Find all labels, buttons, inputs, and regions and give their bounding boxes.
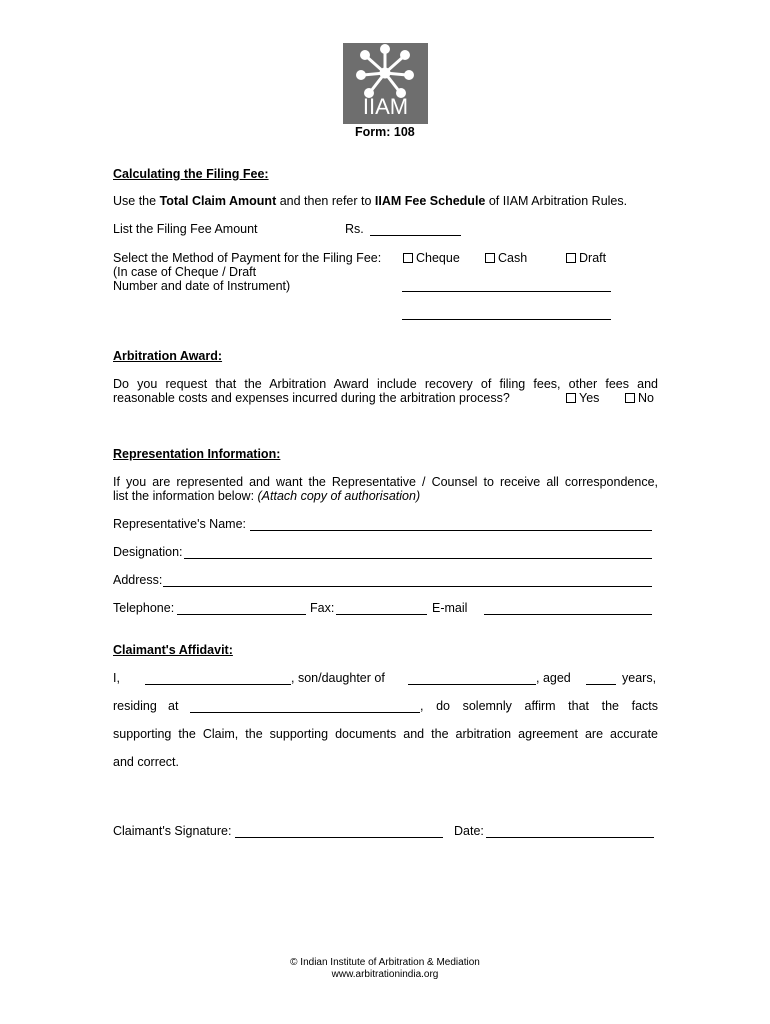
footer-copyright: © Indian Institute of Arbitration & Mediation [290,957,480,968]
signature-field[interactable] [235,837,443,838]
address-field[interactable] [163,586,652,587]
filing-fee-instruction [113,194,627,208]
no-label: No [638,391,654,405]
rep-name-label: Representative's Name: [113,517,247,531]
intro-text: list the information below: [113,489,258,503]
instruction-bold-schedule: IIAM Fee Schedule [374,194,486,208]
affidavit-heading: Claimant's Affidavit: [113,643,233,657]
fax-field[interactable] [336,614,427,615]
form-number: Form: 108 [355,125,415,139]
award-question-line2: reasonable costs and expenses incurred during the arbitration process? [113,391,510,405]
cheque-checkbox[interactable] [403,253,413,263]
date-label: Date: [454,824,484,838]
age-field[interactable] [586,684,616,685]
affidavit-i-label: I, [113,671,120,685]
cheque-option[interactable] [403,251,460,265]
cheque-label: Cheque [416,251,460,265]
award-question-line1: Do you request that the Arbitration Award include recovery of filing fees, other fees and [113,377,658,391]
email-field[interactable] [484,614,652,615]
filing-fee-heading: Calculating the Filing Fee: [113,167,269,181]
award-yes-option[interactable] [566,391,599,405]
parent-name-field[interactable] [408,684,536,685]
email-label: E-mail [432,601,468,615]
at-label: at [168,699,179,713]
solemnly-text: , do solemnly affirm that the facts [420,699,658,713]
draft-label: Draft [579,251,607,265]
logo-text: IIAM [362,94,409,119]
affidavit-line3: supporting the Claim, the supporting documents and the arbitration agreement are accurate [113,727,658,741]
instrument-date-field[interactable] [402,319,611,320]
yes-label: Yes [579,391,600,405]
instruction-text: Use the [113,194,160,208]
instruction-text-mid: and then refer to [276,194,375,208]
yes-checkbox[interactable] [566,393,576,403]
no-checkbox[interactable] [625,393,635,403]
fee-amount-label: List the Filing Fee Amount [113,222,258,236]
designation-field[interactable] [184,558,652,559]
award-no-option[interactable] [625,391,654,405]
draft-checkbox[interactable] [566,253,576,263]
award-heading: Arbitration Award: [113,349,223,363]
residence-field[interactable] [190,712,420,713]
aged-label: , aged [536,671,571,685]
telephone-label: Telephone: [113,601,175,615]
payment-note-2: Number and date of Instrument) [113,279,291,293]
instrument-number-field[interactable] [402,291,611,292]
signature-label: Claimant's Signature: [113,824,232,838]
telephone-field[interactable] [177,614,306,615]
cash-option[interactable] [485,251,527,265]
years-label: years, [622,671,657,685]
rep-name-field[interactable] [250,530,652,531]
instruction-bold-claim: Total Claim Amount [159,194,277,208]
instruction-text-post: of IIAM Arbitration Rules. [485,194,628,208]
representation-heading: Representation Information: [113,447,281,461]
designation-label: Designation: [113,545,183,559]
cash-checkbox[interactable] [485,253,495,263]
intro-italic-note: (Attach copy of authorisation) [257,489,421,503]
address-label: Address: [113,573,163,587]
representation-intro-line2 [113,489,420,503]
payment-note-1: (In case of Cheque / Draft [113,265,257,279]
representation-intro-line1: If you are represented and want the Representative / Counsel to receive all correspondence, [113,475,658,489]
affidavit-line4: and correct. [113,755,180,769]
fee-amount-field[interactable] [370,235,461,236]
draft-option[interactable] [566,251,606,265]
iiam-logo [343,43,428,124]
son-daughter-label: , son/daughter of [291,671,385,685]
claimant-name-field[interactable] [145,684,291,685]
date-field[interactable] [486,837,654,838]
fax-label: Fax: [310,601,335,615]
residing-label: residing [113,699,157,713]
cash-label: Cash [498,251,528,265]
footer-website: www.arbitrationindia.org [331,969,439,980]
payment-method-label: Select the Method of Payment for the Filing Fee: [113,251,382,265]
currency-label: Rs. [345,222,364,236]
